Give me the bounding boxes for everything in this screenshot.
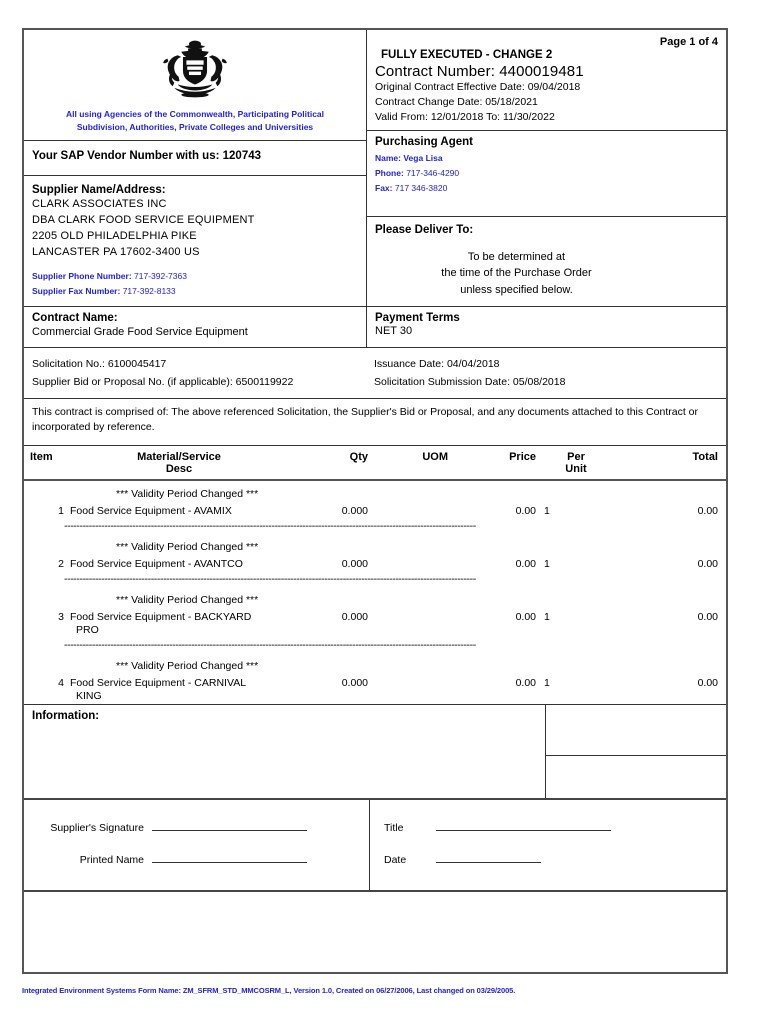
row-uom [368,505,448,517]
items-table-body [24,481,726,704]
items-table-header [24,446,726,481]
row-item-number: 3 [58,610,64,623]
contract-change-date: Contract Change Date: 05/18/2021 [375,96,538,109]
purchasing-agent-title: Purchasing Agent [375,135,473,148]
date-label: Date [384,853,407,866]
payment-terms-value: NET 30 [375,325,413,338]
validity-note: *** Validity Period Changed *** [116,660,259,673]
supplier-fax [32,284,358,300]
signature-right [370,800,726,890]
supplier-address-line: 2205 OLD PHILADELPHIA PIKE [32,230,197,243]
header-right-column [367,30,726,306]
row-price: 0.00 [515,557,536,570]
title-line[interactable] [436,829,611,831]
signature-left [24,800,370,890]
supplier-signature-line[interactable] [152,829,307,831]
row-item-number: 2 [58,557,64,570]
information-side-cells [546,705,726,798]
row-qty: 0.000 [341,557,368,570]
title-field[interactable] [384,822,726,834]
purchasing-agent-block [367,131,726,217]
signature-section [24,800,726,892]
row-price: 0.00 [515,610,536,623]
supplier-fax-label: Supplier Fax Number: [32,286,121,297]
payment-terms-block [367,307,726,347]
title-label: Title [384,821,404,834]
supplier-phone-label: Supplier Phone Number: [32,270,132,281]
row-total: 0.00 [697,504,718,517]
date-line[interactable] [436,861,541,863]
deliver-to-line2: the time of the Purchase Order [441,267,592,280]
printed-name-label: Printed Name [79,853,144,866]
row-total: 0.00 [697,677,718,690]
sap-vendor-number: Your SAP Vendor Number with us: 120743 [24,141,366,176]
supplier-phone [32,269,358,285]
form-footer: Integrated Environment Systems Form Name: ZM_SFRM_STD_MMCOSRM_L, Version 1.0, Created on 06/27/2006, Last changed on 03/29/2005. [22,986,516,995]
information-cell-top [546,705,726,756]
row-item-number: 1 [58,504,64,517]
crest-cell [24,30,366,108]
printed-name-field[interactable] [24,854,369,866]
row-price: 0.00 [515,677,536,690]
row-price: 0.00 [515,504,536,517]
row-uom [368,677,448,689]
row-qty: 0.000 [341,504,368,517]
information-section [24,704,726,800]
date-field[interactable] [384,854,726,866]
agent-name-label: Name: [375,152,401,163]
payment-terms-title: Payment Terms [375,312,460,325]
row-per-unit: 1 [544,677,550,690]
row-separator: ------------------------------------------------------------------------------------------------------------------------------------- [64,572,476,585]
contract-identity-block [367,30,726,131]
supplier-address-line: DBA CLARK FOOD SERVICE EQUIPMENT [32,214,255,227]
row-uom [368,611,448,623]
column-header-qty: Qty [349,450,368,463]
contract-name-title: Contract Name: [32,312,118,325]
row-description-continued: PRO [76,623,99,636]
solicitation-number: Solicitation No.: 6100045417 [32,358,167,371]
table-row [24,501,726,518]
commonwealth-coat-of-arms-icon [152,38,238,100]
agent-fax-value: 717 346-3820 [394,183,448,194]
row-per-unit: 1 [544,610,550,623]
validity-note: *** Validity Period Changed *** [116,593,259,606]
agent-fax-label: Fax: [375,183,393,194]
deliver-to-line3: unless specified below. [460,283,573,296]
deliver-to-block [367,217,726,307]
agent-phone [375,166,718,181]
validity-note: *** Validity Period Changed *** [116,487,259,500]
supplier-bid-number: Supplier Bid or Proposal No. (if applicable): 6500119922 [32,376,294,389]
agent-phone-value: 717-346-4290 [406,167,460,178]
row-separator: ------------------------------------------------------------------------------------------------------------------------------------- [64,639,476,652]
row-per-unit: 1 [544,557,550,570]
printed-name-line[interactable] [152,861,307,863]
table-row [24,673,726,690]
column-header-item: Item [30,450,53,463]
row-qty: 0.000 [341,677,368,690]
agent-name [375,151,718,166]
table-row [24,607,726,624]
contract-number: Contract Number: 4400019481 [375,63,584,80]
agent-phone-label: Phone: [375,167,404,178]
supplier-fax-value: 717-392-8133 [122,286,176,297]
agencies-note [24,108,366,141]
supplier-phone-value: 717-392-7363 [134,270,187,281]
valid-from-to: Valid From: 12/01/2018 To: 11/30/2022 [375,111,555,124]
supplier-address-line: CLARK ASSOCIATES INC [32,198,167,211]
contract-document [22,28,728,974]
document-header-region [24,30,726,307]
information-title: Information: [24,705,546,798]
agencies-note-line1: All using Agencies of the Commonwealth, Participating Political [65,109,325,119]
table-row [24,554,726,571]
row-description: Food Service Equipment - CARNIVAL [70,677,247,690]
deliver-to-line1: To be determined at [467,250,566,263]
agencies-note-line2: Subdivision, Authorities, Private Colleges and Universities [76,122,314,133]
agent-fax [375,181,718,196]
row-description: Food Service Equipment - AVANTCO [70,557,243,570]
row-description: Food Service Equipment - AVAMIX [70,504,232,517]
solicitation-row-2 [24,373,726,391]
agent-name-value: Vega Lisa [403,152,443,163]
issuance-date: Issuance Date: 04/04/2018 [374,358,500,371]
header-left-column [24,30,367,306]
supplier-address-line: LANCASTER PA 17602-3400 US [32,246,200,259]
row-qty: 0.000 [341,610,368,623]
row-description-continued: KING [76,690,102,703]
supplier-signature-field[interactable] [24,822,369,834]
column-header-uom: UOM [422,450,448,463]
supplier-title: Supplier Name/Address: [32,184,166,197]
row-item-number: 4 [58,677,64,690]
information-cell-bottom [546,756,726,798]
column-header-price: Price [509,450,536,463]
row-total: 0.00 [697,557,718,570]
submission-date: Solicitation Submission Date: 05/08/2018 [374,376,566,389]
solicitation-block [24,348,726,399]
comprised-statement: This contract is comprised of: The above referenced Solicitation, the Supplier's Bid or Proposal, and any documents attached to this Contract or incorporated by reference. [24,399,726,445]
row-description: Food Service Equipment - BACKYARD [70,610,252,623]
row-separator: ------------------------------------------------------------------------------------------------------------------------------------- [64,519,476,532]
supplier-block [24,176,366,306]
column-header-per-unit: Per Unit [565,450,587,475]
contract-name-payment-row [24,307,726,348]
row-total: 0.00 [697,610,718,623]
row-per-unit: 1 [544,504,550,517]
deliver-to-title: Please Deliver To: [375,223,474,236]
column-header-description: Material/Service Desc [137,450,221,475]
contract-status: FULLY EXECUTED - CHANGE 2 [381,49,553,61]
row-uom [368,558,448,570]
supplier-signature-label: Supplier's Signature [50,821,144,834]
solicitation-row-1 [24,355,726,373]
contract-name-value: Commercial Grade Food Service Equipment [32,326,248,339]
original-effective-date: Original Contract Effective Date: 09/04/2018 [375,81,581,93]
validity-note: *** Validity Period Changed *** [116,540,259,553]
supplier-contact [32,269,358,302]
column-header-total: Total [692,450,718,463]
deliver-to-body [375,249,718,299]
page-indicator: Page 1 of 4 [659,36,718,48]
contract-name-block [24,307,367,347]
